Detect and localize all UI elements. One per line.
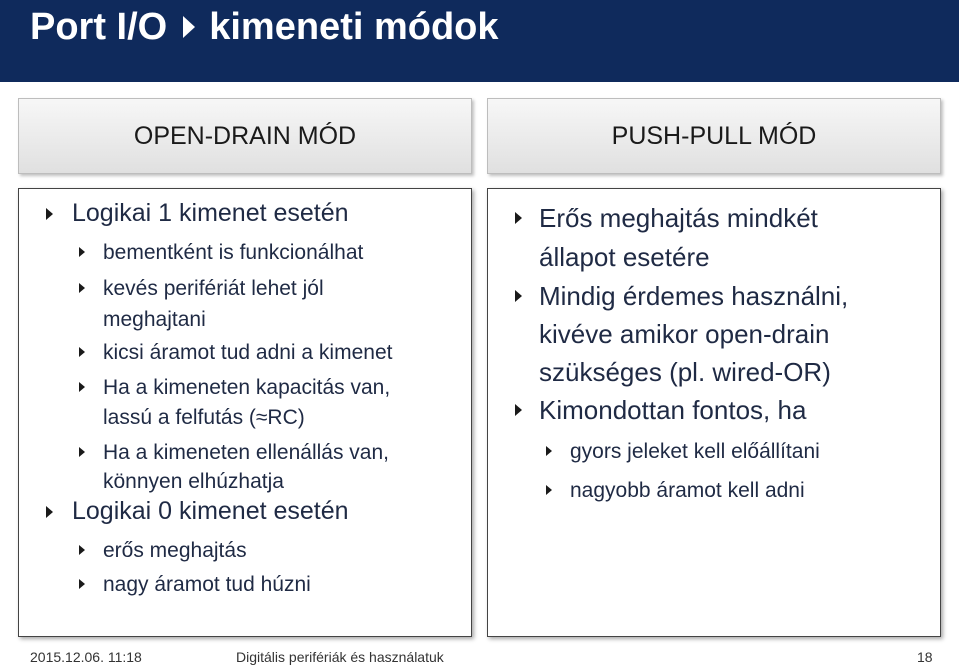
open-drain-header-label: OPEN-DRAIN MÓD: [133, 121, 357, 150]
sub-bullet-continuation: lassú a felfutás (≈RC): [103, 406, 305, 429]
sub-bullet: Ha a kimeneten ellenállás van,: [103, 441, 390, 464]
bullet-logic1: Logikai 1 kimenet esetén: [72, 199, 349, 227]
bullet-important-when: Kimondottan fontos, ha: [539, 391, 806, 430]
bullet-continuation: kivéve amikor open-drain: [539, 319, 830, 349]
sub-bullet: bementként is funkcionálhat: [103, 241, 364, 264]
arrow-right-icon: [183, 16, 195, 38]
title-part2: kimeneti módok: [209, 5, 499, 48]
bullet-always-use: Mindig érdemes használni,: [539, 277, 848, 316]
footer-course: Digitális perifériák és használatuk: [236, 649, 444, 665]
bullet-continuation: állapot esetére: [539, 242, 710, 272]
open-drain-content: [18, 188, 472, 637]
sub-bullet: kevés perifériát lehet jól: [103, 277, 324, 300]
title-bar: [0, 0, 959, 82]
footer-page-number: 18: [917, 649, 933, 665]
bullet-strong-drive: Erős meghajtás mindkét: [539, 199, 818, 238]
sub-bullet: nagy áramot tud húzni: [103, 573, 311, 596]
sub-bullet-continuation: meghajtani: [103, 308, 206, 331]
sub-bullet: nagyobb áramot kell adni: [570, 479, 805, 502]
push-pull-header: [487, 98, 941, 174]
push-pull-header-label: PUSH-PULL MÓD: [611, 121, 817, 150]
title-part1: Port I/O: [30, 5, 168, 48]
slide-title: [30, 4, 499, 50]
push-pull-content: [487, 188, 941, 637]
bullet-logic0: Logikai 0 kimenet esetén: [72, 497, 349, 525]
sub-bullet: gyors jeleket kell előállítani: [570, 440, 820, 463]
open-drain-header: [18, 98, 472, 174]
sub-bullet-continuation: könnyen elhúzhatja: [103, 470, 284, 493]
sub-bullet: kicsi áramot tud adni a kimenet: [103, 341, 393, 364]
sub-bullet: erős meghajtás: [103, 539, 247, 562]
sub-bullet: Ha a kimeneten kapacitás van,: [103, 376, 391, 399]
bullet-continuation: szükséges (pl. wired-OR): [539, 357, 831, 387]
footer-date: 2015.12.06. 11:18: [30, 649, 142, 665]
